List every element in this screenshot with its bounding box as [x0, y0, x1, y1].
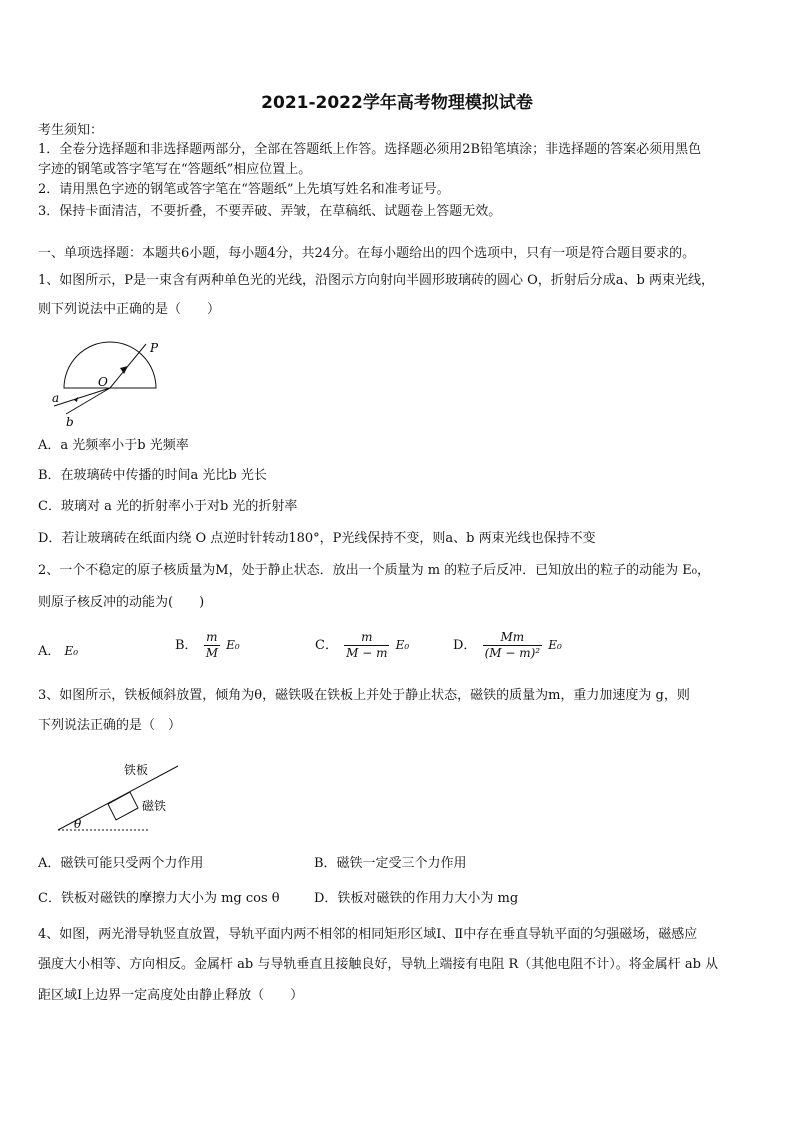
label-a: a: [52, 391, 60, 405]
q2-option-b-label: B．: [175, 638, 198, 653]
q3-stem-line2: 下列说法正确的是（ ）: [38, 718, 182, 733]
q2-option-c: [315, 630, 409, 661]
q1-option-b: B．在玻璃砖中传播的时间a 光比b 光长: [38, 468, 267, 483]
q1-stem-line2: 则下列说法中正确的是（ ）: [38, 302, 221, 317]
q3-option-b: B．磁铁一定受三个力作用: [314, 856, 467, 871]
q1-option-d: D．若让玻璃砖在纸面内绕 O 点逆时针转动180°，P光线保持不变，则a、b 两束光线也保持不变: [38, 531, 596, 546]
label-magnet: 磁铁: [142, 799, 167, 813]
q2-option-c-numerator: m: [344, 630, 389, 646]
q2-option-b-tail: E₀: [226, 638, 240, 652]
label-iron-plate: 铁板: [124, 763, 149, 777]
q3-option-d: D．铁板对磁铁的作用力大小为 mg: [314, 891, 519, 906]
ray-b: [66, 388, 110, 414]
q2-option-d-tail: E₀: [548, 638, 562, 652]
q2-option-d: [453, 630, 562, 661]
q2-option-d-label: D．: [453, 638, 477, 653]
q2-option-c-tail: E₀: [395, 638, 410, 652]
q2-option-b-fraction: [204, 630, 220, 661]
notice-heading: 考生须知：: [38, 123, 104, 138]
q2-option-c-denominator: M − m: [346, 646, 388, 660]
q1-stem-line1: 1、如图所示，P是一束含有两种单色光的光线，沿图示方向射向半圆形玻璃砖的圆心 O，折射后分成a、b 两束光线，: [38, 273, 715, 288]
q4-stem-line1: 4、如图，两光滑导轨竖直放置，导轨平面内两不相邻的相同矩形区域Ⅰ、Ⅱ中存在垂直导轨平面的匀强磁场，磁感应: [38, 927, 698, 942]
q2-option-b-denominator: M: [205, 646, 218, 660]
q2-option-d-numerator: Mm: [483, 630, 543, 646]
magnet-block: [108, 792, 138, 820]
q2-option-a: [38, 640, 78, 659]
q2-option-d-fraction: [483, 630, 543, 661]
section-heading: 一、单项选择题：本题共6小题，每小题4分，共24分。在每小题给出的四个选项中，只有一项是符合题目要求的。: [38, 246, 696, 261]
q1-option-c: C．玻璃对 a 光的折射率小于对b 光的折射率: [38, 499, 298, 514]
q2-stem-line2: 则原子核反冲的动能为( ): [38, 595, 205, 610]
q1-semicircle-figure: [40, 330, 180, 430]
label-b: b: [66, 415, 74, 429]
q3-option-c: C．铁板对磁铁的摩擦力大小为 mg cos θ: [38, 891, 280, 906]
q3-stem-line1: 3、如图所示，铁板倾斜放置，倾角为θ，磁铁吸在铁板上并处于静止状态，磁铁的质量为m，重力加速度为 g，则: [38, 688, 690, 703]
q2-stem-line1: 2、一个不稳定的原子核质量为M，处于静止状态．放出一个质量为 m 的粒子后反冲．已知放出的粒子的动能为 E₀，: [38, 563, 711, 578]
notice-item-1b: 字迹的钢笔或答字笔写在“答题纸”相应位置上。: [38, 162, 312, 177]
q1-option-a: A．a 光频率小于b 光频率: [38, 438, 189, 453]
ray-p-arrow: [120, 366, 128, 374]
q3-option-a: A．磁铁可能只受两个力作用: [38, 856, 204, 871]
q2-option-b-numerator: m: [204, 630, 220, 646]
q2-option-c-fraction: [344, 630, 389, 661]
q4-stem-line2: 强度大小相等、方向相反。金属杆 ab 与导轨垂直且接触良好，导轨上端接有电阻 R（其他电阻不计）。将金属杆 ab 从: [38, 957, 719, 972]
notice-item-3: 3．保持卡面清洁，不要折叠，不要弄破、弄皱，在草稿纸、试题卷上答题无效。: [38, 204, 502, 219]
q4-stem-line3: 距区域Ⅰ上边界一定高度处由静止释放（ ）: [38, 988, 304, 1003]
label-p: P: [150, 341, 159, 355]
q3-incline-figure: [50, 758, 190, 838]
page-title: 2021-2022学年高考物理模拟试卷: [261, 93, 533, 113]
q2-option-c-label: C．: [315, 638, 338, 653]
q2-option-a-label: A．: [38, 644, 61, 659]
notice-item-1a: 1．全卷分选择题和非选择题两部分，全部在答题纸上作答。选择题必须用2B铅笔填涂；非选择题的答案必须用黑色: [38, 142, 702, 157]
label-theta: θ: [74, 817, 82, 831]
notice-item-2: 2．请用黑色字迹的钢笔或答字笔在“答题纸”上先填写姓名和准考证号。: [38, 182, 450, 197]
q2-option-a-expr: E₀: [64, 644, 79, 658]
q2-option-b: [175, 630, 240, 661]
label-o: O: [98, 375, 108, 389]
ray-a: [54, 388, 110, 406]
q2-option-d-denominator: (M − m)²: [484, 646, 541, 660]
